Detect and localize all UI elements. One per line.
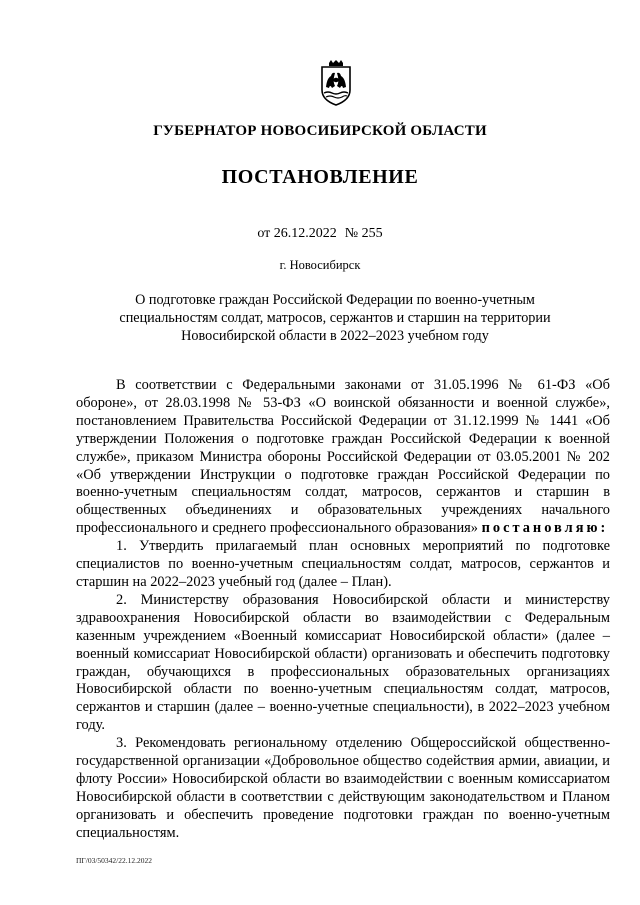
document-city: г. Новосибирск [279,258,361,272]
item-2-paragraph: 2. Министерству образования Новосибирской области и министерству здравоохранения Новосибирской области во взаимодействии с Федеральным казенным учреждением «Военный комиссариат Новосибирской области» (далее – военный комиссариат Новосибирской области) организовать и обеспечить подготовку граждан, обучающихся в профессиональных образовательных организациях Новосибирской области по военно-учетным специальностям солдат, матросов, сержантов и старшин (далее – военно-учетные специальности), в 2022–2023 учебном году. [76,591,610,734]
document-subject: О подготовке граждан Российской Федерации по военно-учетным специальностям солдат, матросов, сержантов и старшин на территории Новосибирской области в 2022–2023 учебном году [119,292,551,344]
authority-title: ГУБЕРНАТОР НОВОСИБИРСКОЙ ОБЛАСТИ [153,123,487,139]
registry-code: ПГ/03/50342/22.12.2022 [76,856,153,865]
document-date-number [0,226,640,242]
document-number: № 255 [344,226,383,241]
item-1-paragraph: 1. Утвердить прилагаемый план основных мероприятий по подготовке специалистов по военно-учетным специальностям солдат, матросов, сержантов и старшин на 2022–2023 учебный год (далее – План). [76,538,610,590]
decree-word: постановляю [481,520,601,537]
document-type-heading: ПОСТАНОВЛЕНИЕ [221,166,419,188]
preamble-paragraph [76,377,610,538]
preamble-text: В соответствии с Федеральными законами от 31.05.1996 № 61-ФЗ «Об обороне», от 28.03.1998 № 53-ФЗ «О воинской обязанности и военной службе», постановлением Правительства Российской Федерации от 31.12.1999 № 1441 «Об утверждении Положения о подготовке граждан Российской Федерации к военной службе», приказом Министра обороны Российской Федерации от 03.05.2001 № 202 «Об утверждении Инструкции о подготовке граждан Российской Федерации по военно-учетным специальностям солдат, матросов, сержантов и старшин в общественных объединениях и образовательных учреждениях начального профессионального и среднего профессионального образования» [76,377,610,537]
item-3-paragraph: 3. Рекомендовать региональному отделению Общероссийской общественно-государственной организации «Добровольное общество содействия армии, авиации, и флоту России» Новосибирской области во взаимодействии с военным комиссариатом Новосибирской области в соответствии с действующим законодательством и Планом организовать и обеспечить проведение подготовки граждан по военно-учетным специальностям. [76,735,610,841]
document-date: от 26.12.2022 [257,226,337,241]
coat-of-arms-icon [318,60,354,106]
document-body [76,377,610,843]
decree-colon: : [600,520,606,537]
